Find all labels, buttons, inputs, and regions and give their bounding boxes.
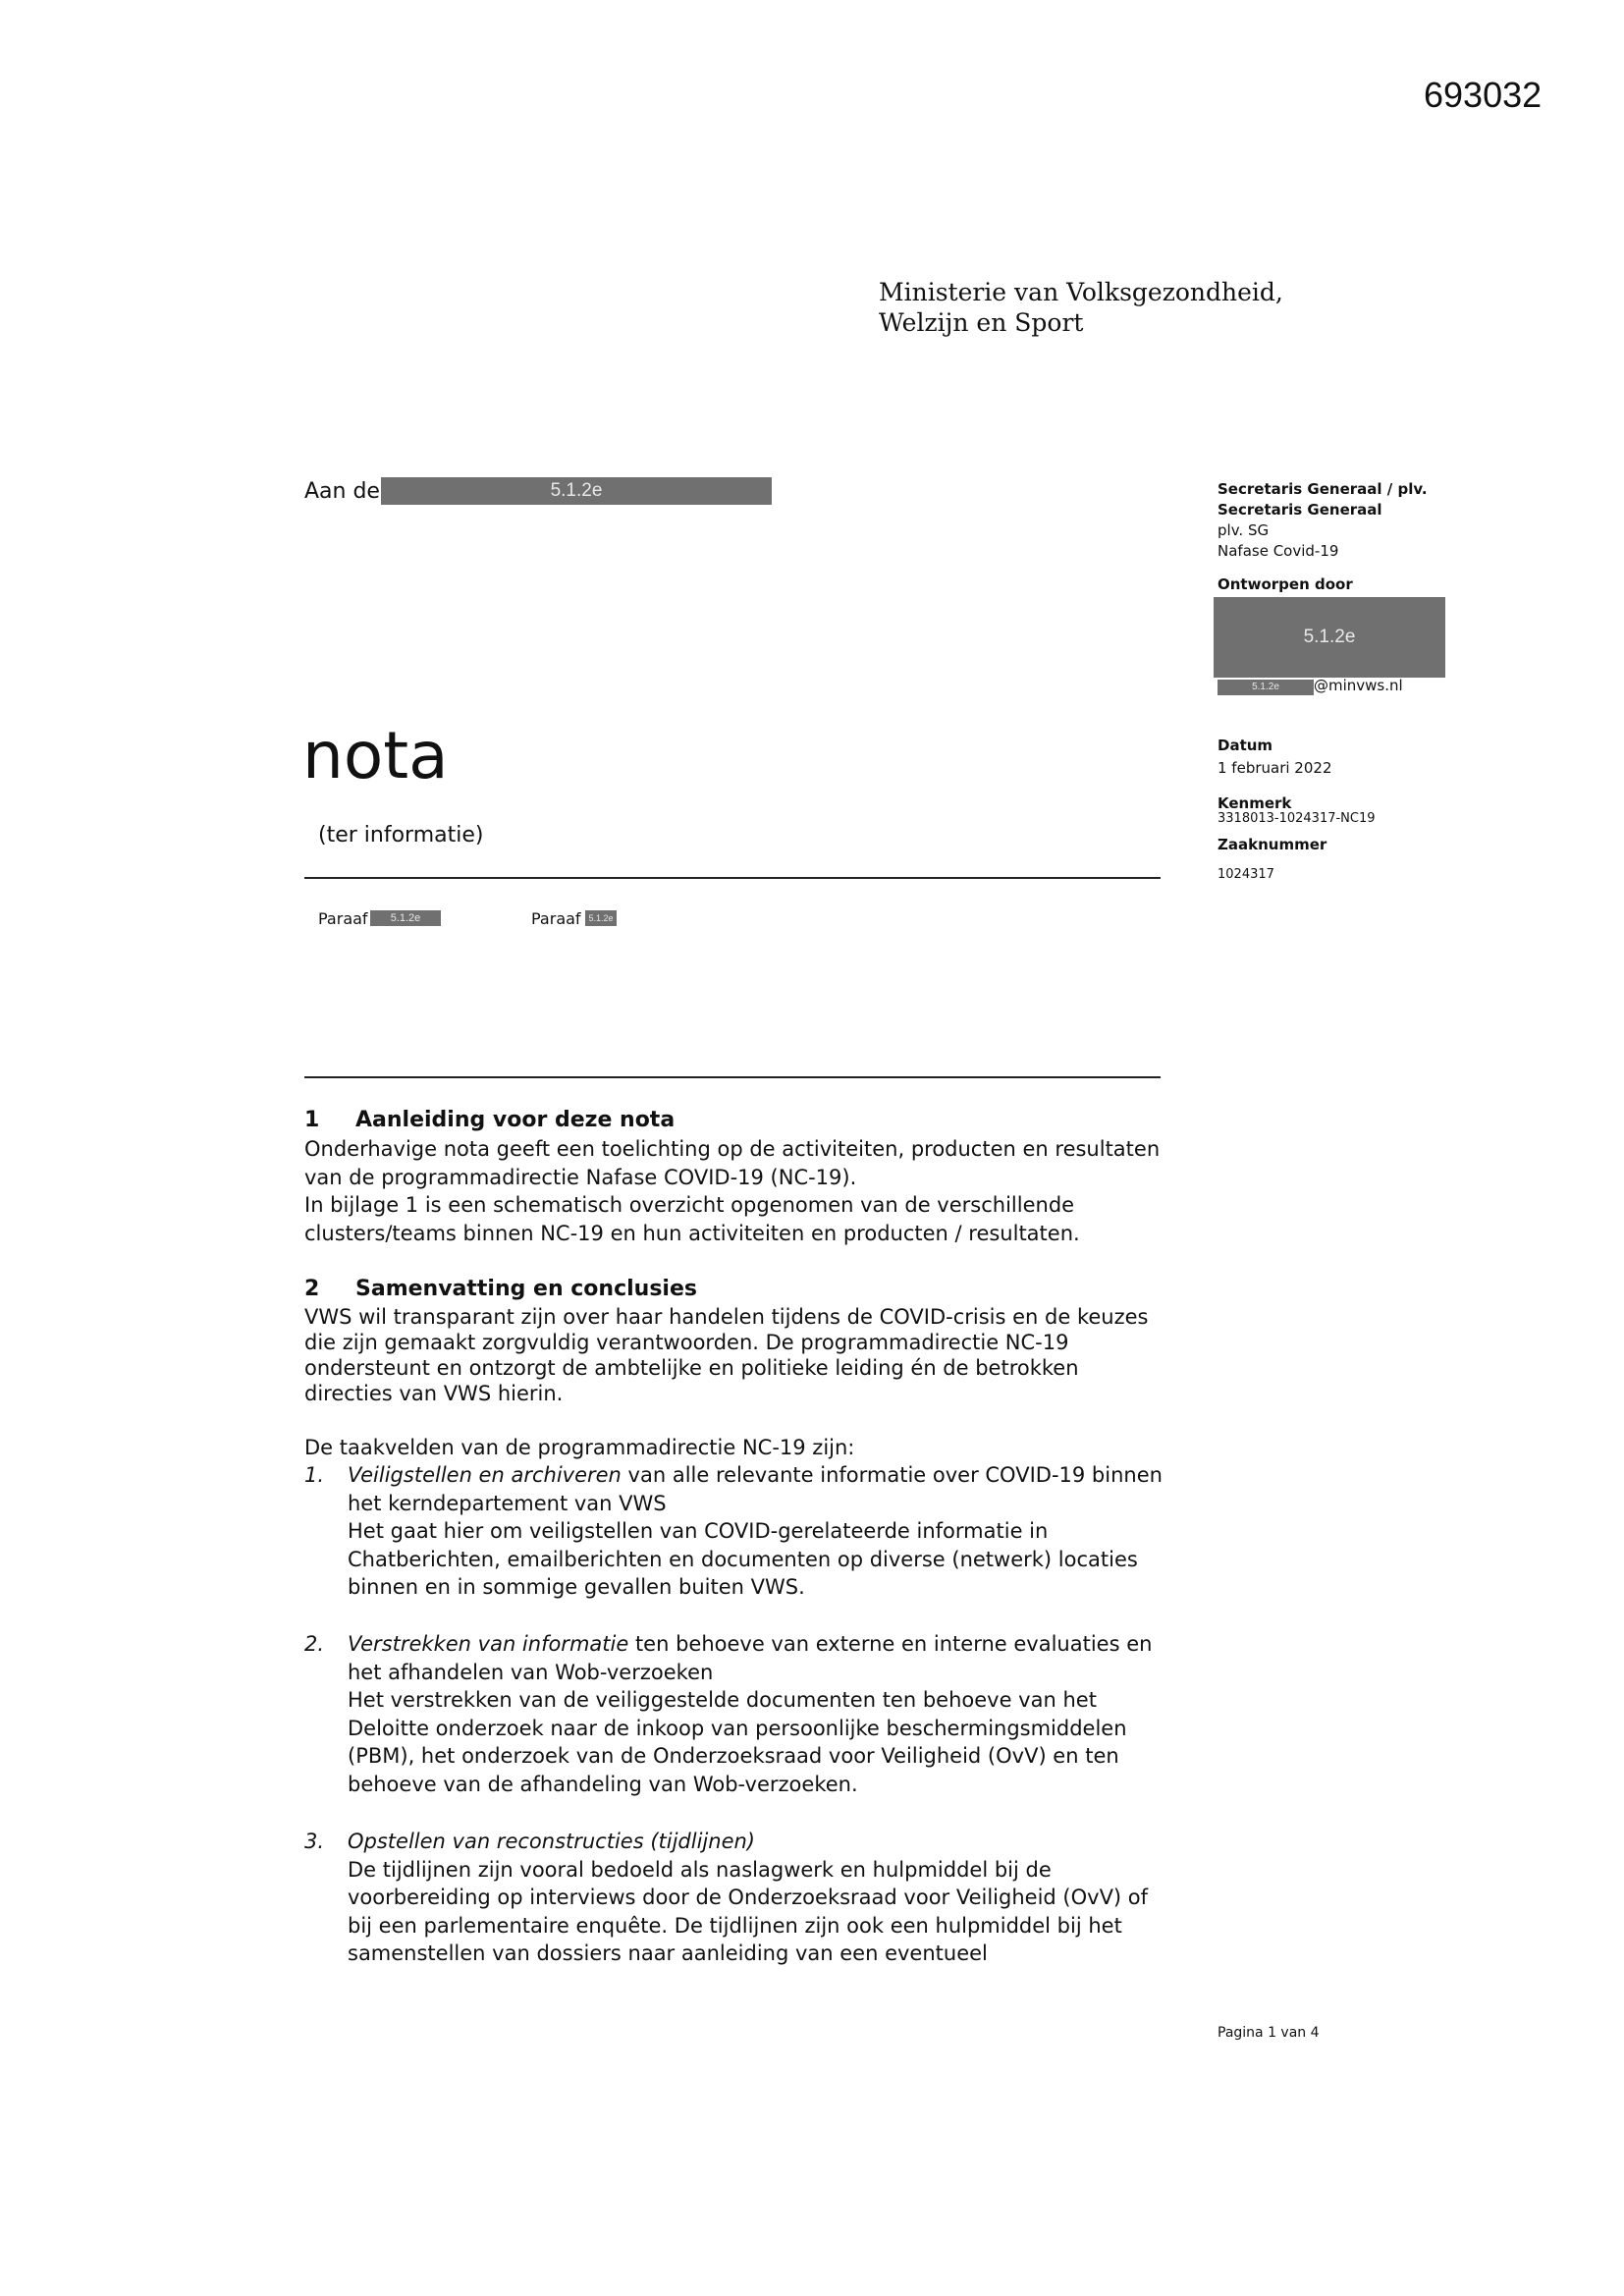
email-redaction: 5.1.2e [1218,680,1314,695]
list-item [304,1828,1208,1968]
sender-line-3: plv. SG [1218,521,1270,539]
kenmerk-value: 3318013-1024317-NC19 [1218,811,1376,826]
addressee-label: Aan de [304,479,380,504]
list-item-number: 1. [304,1463,325,1487]
list-item-lead: Verstrekken van informatie [348,1632,629,1656]
divider-bottom [304,1076,1161,1078]
section-2-line: ondersteunt en ontzorgt de ambtelijke en politieke leiding én de betrokken [304,1356,1079,1380]
section-1-body [304,1135,1160,1247]
page-number: Pagina 1 van 4 [1218,2025,1320,2041]
list-item-line: samenstellen van dossiers naar aanleiding van een eventueel [348,1941,988,1965]
section-1-title: Aanleiding voor deze nota [355,1108,676,1132]
ministry-line-1: Ministerie van Volksgezondheid, [879,278,1283,306]
list-item-line: (PBM), het onderzoek van de Onderzoeksraad voor Veiligheid (OvV) en ten [348,1744,1119,1768]
date-label: Datum [1218,737,1273,754]
list-item-line: binnen en in sommige gevallen buiten VWS. [348,1575,805,1599]
list-item-line: Het gaat hier om veiligstellen van COVID-gerelateerde informatie in [348,1519,1049,1543]
list-item-number: 3. [304,1830,325,1853]
zaaknummer-label: Zaaknummer [1218,836,1327,853]
list-item-line: Het verstrekken van de veiliggestelde documenten ten behoeve van het [348,1688,1097,1712]
section-1-line: In bijlage 1 is een schematisch overzicht opgenomen van de verschillende [304,1193,1075,1217]
ministry-name [879,277,1283,338]
date-value: 1 februari 2022 [1218,759,1332,777]
paraaf-label-1: Paraaf [318,909,368,928]
section-1-line: van de programmadirectie Nafase COVID-19 (NC-19). [304,1165,857,1189]
sender-line-2: Secretaris Generaal [1218,501,1382,519]
addressee-redaction: 5.1.2e [381,477,772,505]
section-2-line: directies van VWS hierin. [304,1382,564,1405]
section-2-number: 2 [304,1277,320,1301]
sender-line-1: Secretaris Generaal / plv. [1218,480,1428,498]
paraaf-label-2: Paraaf [531,909,581,928]
section-2-line: die zijn gemaakt zorgvuldig verantwoorden. De programmadirectie NC-19 [304,1331,1069,1354]
list-item [304,1461,1208,1602]
section-2-line: VWS wil transparant zijn over haar handelen tijdens de COVID-crisis en de keuzes [304,1305,1149,1329]
list-item-line: De tijdlijnen zijn vooral bedoeld als naslagwerk en hulpmiddel bij de [348,1857,1052,1882]
list-item-line: bij een parlementaire enquête. De tijdlijnen zijn ook een hulpmiddel bij het [348,1913,1122,1938]
list-item-lead: Opstellen van reconstructies (tijdlijnen) [348,1830,755,1853]
list-item-line: Chatberichten, emailberichten en documenten op diverse (netwerk) locaties [348,1547,1138,1571]
paraaf-redaction-1: 5.1.2e [370,910,441,926]
document-subtitle: (ter informatie) [318,823,484,847]
section-1-heading [304,1108,675,1132]
list-item-rest: van alle relevante informatie over COVID-19 binnen [621,1463,1163,1487]
list-item-line: Deloitte onderzoek naar de inkoop van persoonlijke beschermingsmiddelen [348,1716,1127,1740]
section-1-number: 1 [304,1108,320,1132]
document-id: 693032 [1424,75,1543,115]
section-1-line: clusters/teams binnen NC-19 en hun activiteiten en producten / resultaten. [304,1221,1080,1245]
list-item-rest: ten behoeve van externe en interne evaluaties en [628,1632,1153,1656]
list-item-line: het kerndepartement van VWS [348,1491,667,1515]
paraaf-redaction-2: 5.1.2e [585,910,617,926]
list-item-line: voorbereiding op interviews door de Onderzoeksraad voor Veiligheid (OvV) of [348,1886,1149,1909]
list-item-line: het afhandelen van Wob-verzoeken [348,1660,714,1684]
section-2-title: Samenvatting en conclusies [355,1277,697,1301]
document-title: nota [302,718,449,793]
section-2-heading [304,1277,697,1301]
section-2-intro: De taakvelden van de programmadirectie NC-19 zijn: [304,1436,855,1459]
section-1-line: Onderhavige nota geeft een toelichting op de activiteiten, producten en resultaten [304,1137,1161,1161]
list-item [304,1630,1208,1798]
designed-by-redaction: 5.1.2e [1214,597,1445,678]
ministry-line-2: Welzijn en Sport [879,308,1084,337]
divider-top [304,877,1161,879]
sender-block [1218,479,1428,562]
email-suffix: @minvws.nl [1314,677,1403,694]
zaaknummer-value: 1024317 [1218,867,1274,882]
designed-by-label: Ontworpen door [1218,575,1353,593]
sender-line-4: Nafase Covid-19 [1218,542,1339,560]
section-2-body [304,1304,1148,1406]
kenmerk-label: Kenmerk [1218,794,1292,812]
list-item-number: 2. [304,1632,325,1656]
list-item-lead: Veiligstellen en archiveren [348,1463,622,1487]
list-item-line: behoeve van de afhandeling van Wob-verzoeken. [348,1772,858,1796]
